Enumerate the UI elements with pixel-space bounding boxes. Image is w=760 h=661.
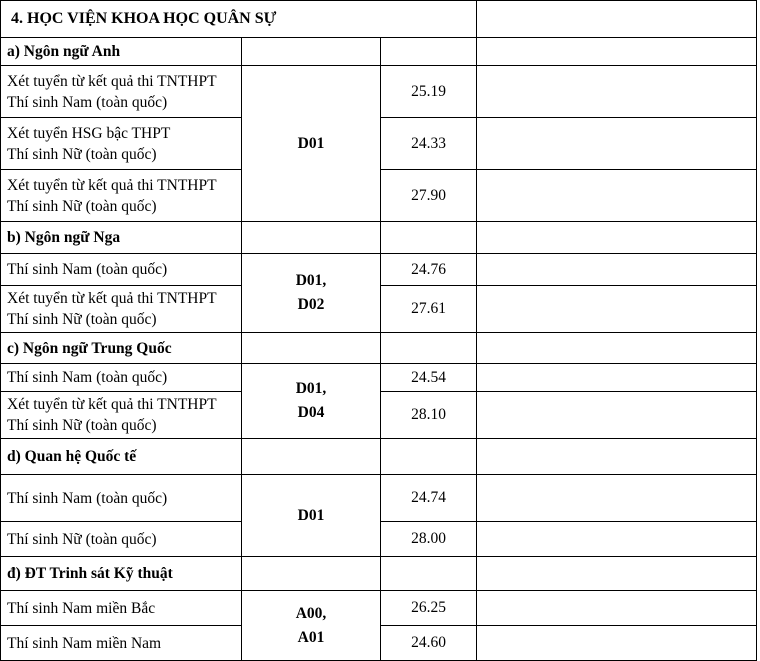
program-heading-row (0, 333, 757, 364)
empty-cell[interactable] (242, 333, 381, 363)
score-cell[interactable] (381, 364, 477, 391)
candidate-description-cell[interactable] (0, 170, 242, 221)
program-heading[interactable]: đ) ĐT Trinh sát Kỹ thuật (0, 557, 242, 590)
subject-combination-code[interactable] (242, 475, 381, 557)
score-cell[interactable] (381, 392, 477, 438)
candidate-description-cell[interactable] (0, 118, 242, 169)
score-cell[interactable] (381, 66, 477, 117)
candidate-description-line: Thí sinh Nữ (toàn quốc) (7, 311, 157, 328)
score-cell[interactable] (381, 591, 477, 625)
program-heading[interactable]: b) Ngôn ngữ Nga (0, 222, 242, 253)
score-cell[interactable] (381, 170, 477, 221)
subject-code-line: D02 (297, 296, 325, 313)
empty-cell[interactable] (477, 222, 757, 253)
program-heading-row (0, 439, 757, 475)
score-cell[interactable] (381, 626, 477, 660)
empty-cell[interactable] (242, 439, 381, 474)
candidate-description-line: Thí sinh Nam (toàn quốc) (7, 261, 168, 278)
empty-cell[interactable] (477, 170, 757, 221)
empty-cell[interactable] (477, 38, 757, 65)
candidate-description-cell[interactable] (0, 66, 242, 117)
score-cell[interactable] (381, 254, 477, 285)
subject-code-line: A00, (295, 604, 327, 622)
subject-combination-code[interactable] (242, 254, 381, 333)
subject-code-line: A01 (297, 628, 325, 646)
score-value: 24.76 (411, 260, 446, 278)
program-heading-row (0, 557, 757, 591)
score-value: 25.19 (411, 82, 446, 100)
candidate-description-line: Thí sinh Nam (toàn quốc) (7, 93, 168, 111)
empty-cell[interactable] (381, 439, 477, 474)
score-cell[interactable] (381, 286, 477, 332)
empty-cell[interactable] (477, 626, 757, 660)
candidate-description-line: Thí sinh Nam (toàn quốc) (7, 369, 168, 386)
subject-code-line: D01 (297, 134, 325, 152)
score-cell[interactable] (381, 118, 477, 169)
program-heading-row (0, 38, 757, 66)
score-value: 26.25 (411, 599, 446, 616)
score-value: 27.90 (411, 186, 446, 204)
empty-cell[interactable] (381, 38, 477, 65)
score-value: 24.54 (411, 368, 446, 386)
score-value: 24.60 (411, 634, 446, 651)
candidate-description-cell[interactable] (0, 286, 242, 332)
subject-combination-code[interactable] (242, 591, 381, 661)
empty-cell[interactable] (477, 364, 757, 391)
score-cell[interactable] (381, 522, 477, 556)
section-title[interactable]: 4. HỌC VIỆN KHOA HỌC QUÂN SỰ (0, 0, 477, 37)
empty-cell[interactable] (477, 333, 757, 363)
candidate-description-cell[interactable] (0, 392, 242, 438)
empty-cell[interactable] (381, 333, 477, 363)
score-value: 24.74 (411, 489, 446, 506)
candidate-description-line: Thí sinh Nữ (toàn quốc) (7, 530, 157, 548)
score-value: 24.33 (411, 134, 446, 152)
empty-cell[interactable] (477, 591, 757, 625)
candidate-description-line: Thí sinh Nam miền Nam (7, 634, 162, 652)
empty-cell[interactable] (477, 392, 757, 438)
subject-code-line: D01, (295, 380, 327, 397)
program-heading-row (0, 222, 757, 254)
subject-combination-code[interactable] (242, 364, 381, 439)
empty-cell[interactable] (477, 286, 757, 332)
empty-cell[interactable] (242, 222, 381, 253)
empty-cell[interactable] (242, 38, 381, 65)
empty-cell[interactable] (477, 0, 757, 37)
candidate-description-line: Xét tuyển từ kết quả thi TNTHPT (7, 72, 217, 90)
empty-cell[interactable] (242, 557, 381, 590)
candidate-description-cell[interactable] (0, 475, 242, 521)
candidate-description-line: Thí sinh Nữ (toàn quốc) (7, 197, 157, 215)
empty-cell[interactable] (477, 254, 757, 285)
subject-code-line: D01 (297, 506, 325, 524)
empty-cell[interactable] (381, 222, 477, 253)
subject-code-line: D01, (295, 272, 327, 289)
empty-cell[interactable] (477, 475, 757, 521)
score-value: 27.61 (411, 300, 446, 317)
subject-combination-code[interactable] (242, 66, 381, 222)
candidate-description-cell[interactable] (0, 364, 242, 391)
candidate-description-cell[interactable] (0, 626, 242, 660)
empty-cell[interactable] (381, 557, 477, 590)
program-heading[interactable]: a) Ngôn ngữ Anh (0, 38, 242, 65)
score-cell[interactable] (381, 475, 477, 521)
candidate-description-line: Xét tuyển HSG bậc THPT (7, 124, 171, 142)
empty-cell[interactable] (477, 557, 757, 590)
candidate-description-cell[interactable] (0, 591, 242, 625)
empty-cell[interactable] (477, 118, 757, 169)
program-heading[interactable]: c) Ngôn ngữ Trung Quốc (0, 333, 242, 363)
program-heading[interactable]: d) Quan hệ Quốc tế (0, 439, 242, 474)
candidate-description-line: Xét tuyển từ kết quả thi TNTHPT (7, 176, 217, 194)
section-title-row (0, 0, 757, 38)
empty-cell[interactable] (477, 66, 757, 117)
score-value: 28.10 (411, 406, 446, 423)
candidate-description-line: Xét tuyển từ kết quả thi TNTHPT (7, 290, 217, 307)
candidate-description-line: Thí sinh Nữ (toàn quốc) (7, 417, 157, 434)
candidate-description-cell[interactable] (0, 254, 242, 285)
score-value: 28.00 (411, 530, 446, 547)
candidate-description-line: Xét tuyển từ kết quả thi TNTHPT (7, 396, 217, 413)
empty-cell[interactable] (477, 439, 757, 474)
candidate-description-line: Thí sinh Nam (toàn quốc) (7, 489, 168, 507)
candidate-description-cell[interactable] (0, 522, 242, 556)
candidate-description-line: Thí sinh Nữ (toàn quốc) (7, 145, 157, 163)
candidate-description-line: Thí sinh Nam miền Bắc (7, 599, 156, 617)
empty-cell[interactable] (477, 522, 757, 556)
subject-code-line: D04 (297, 404, 325, 421)
